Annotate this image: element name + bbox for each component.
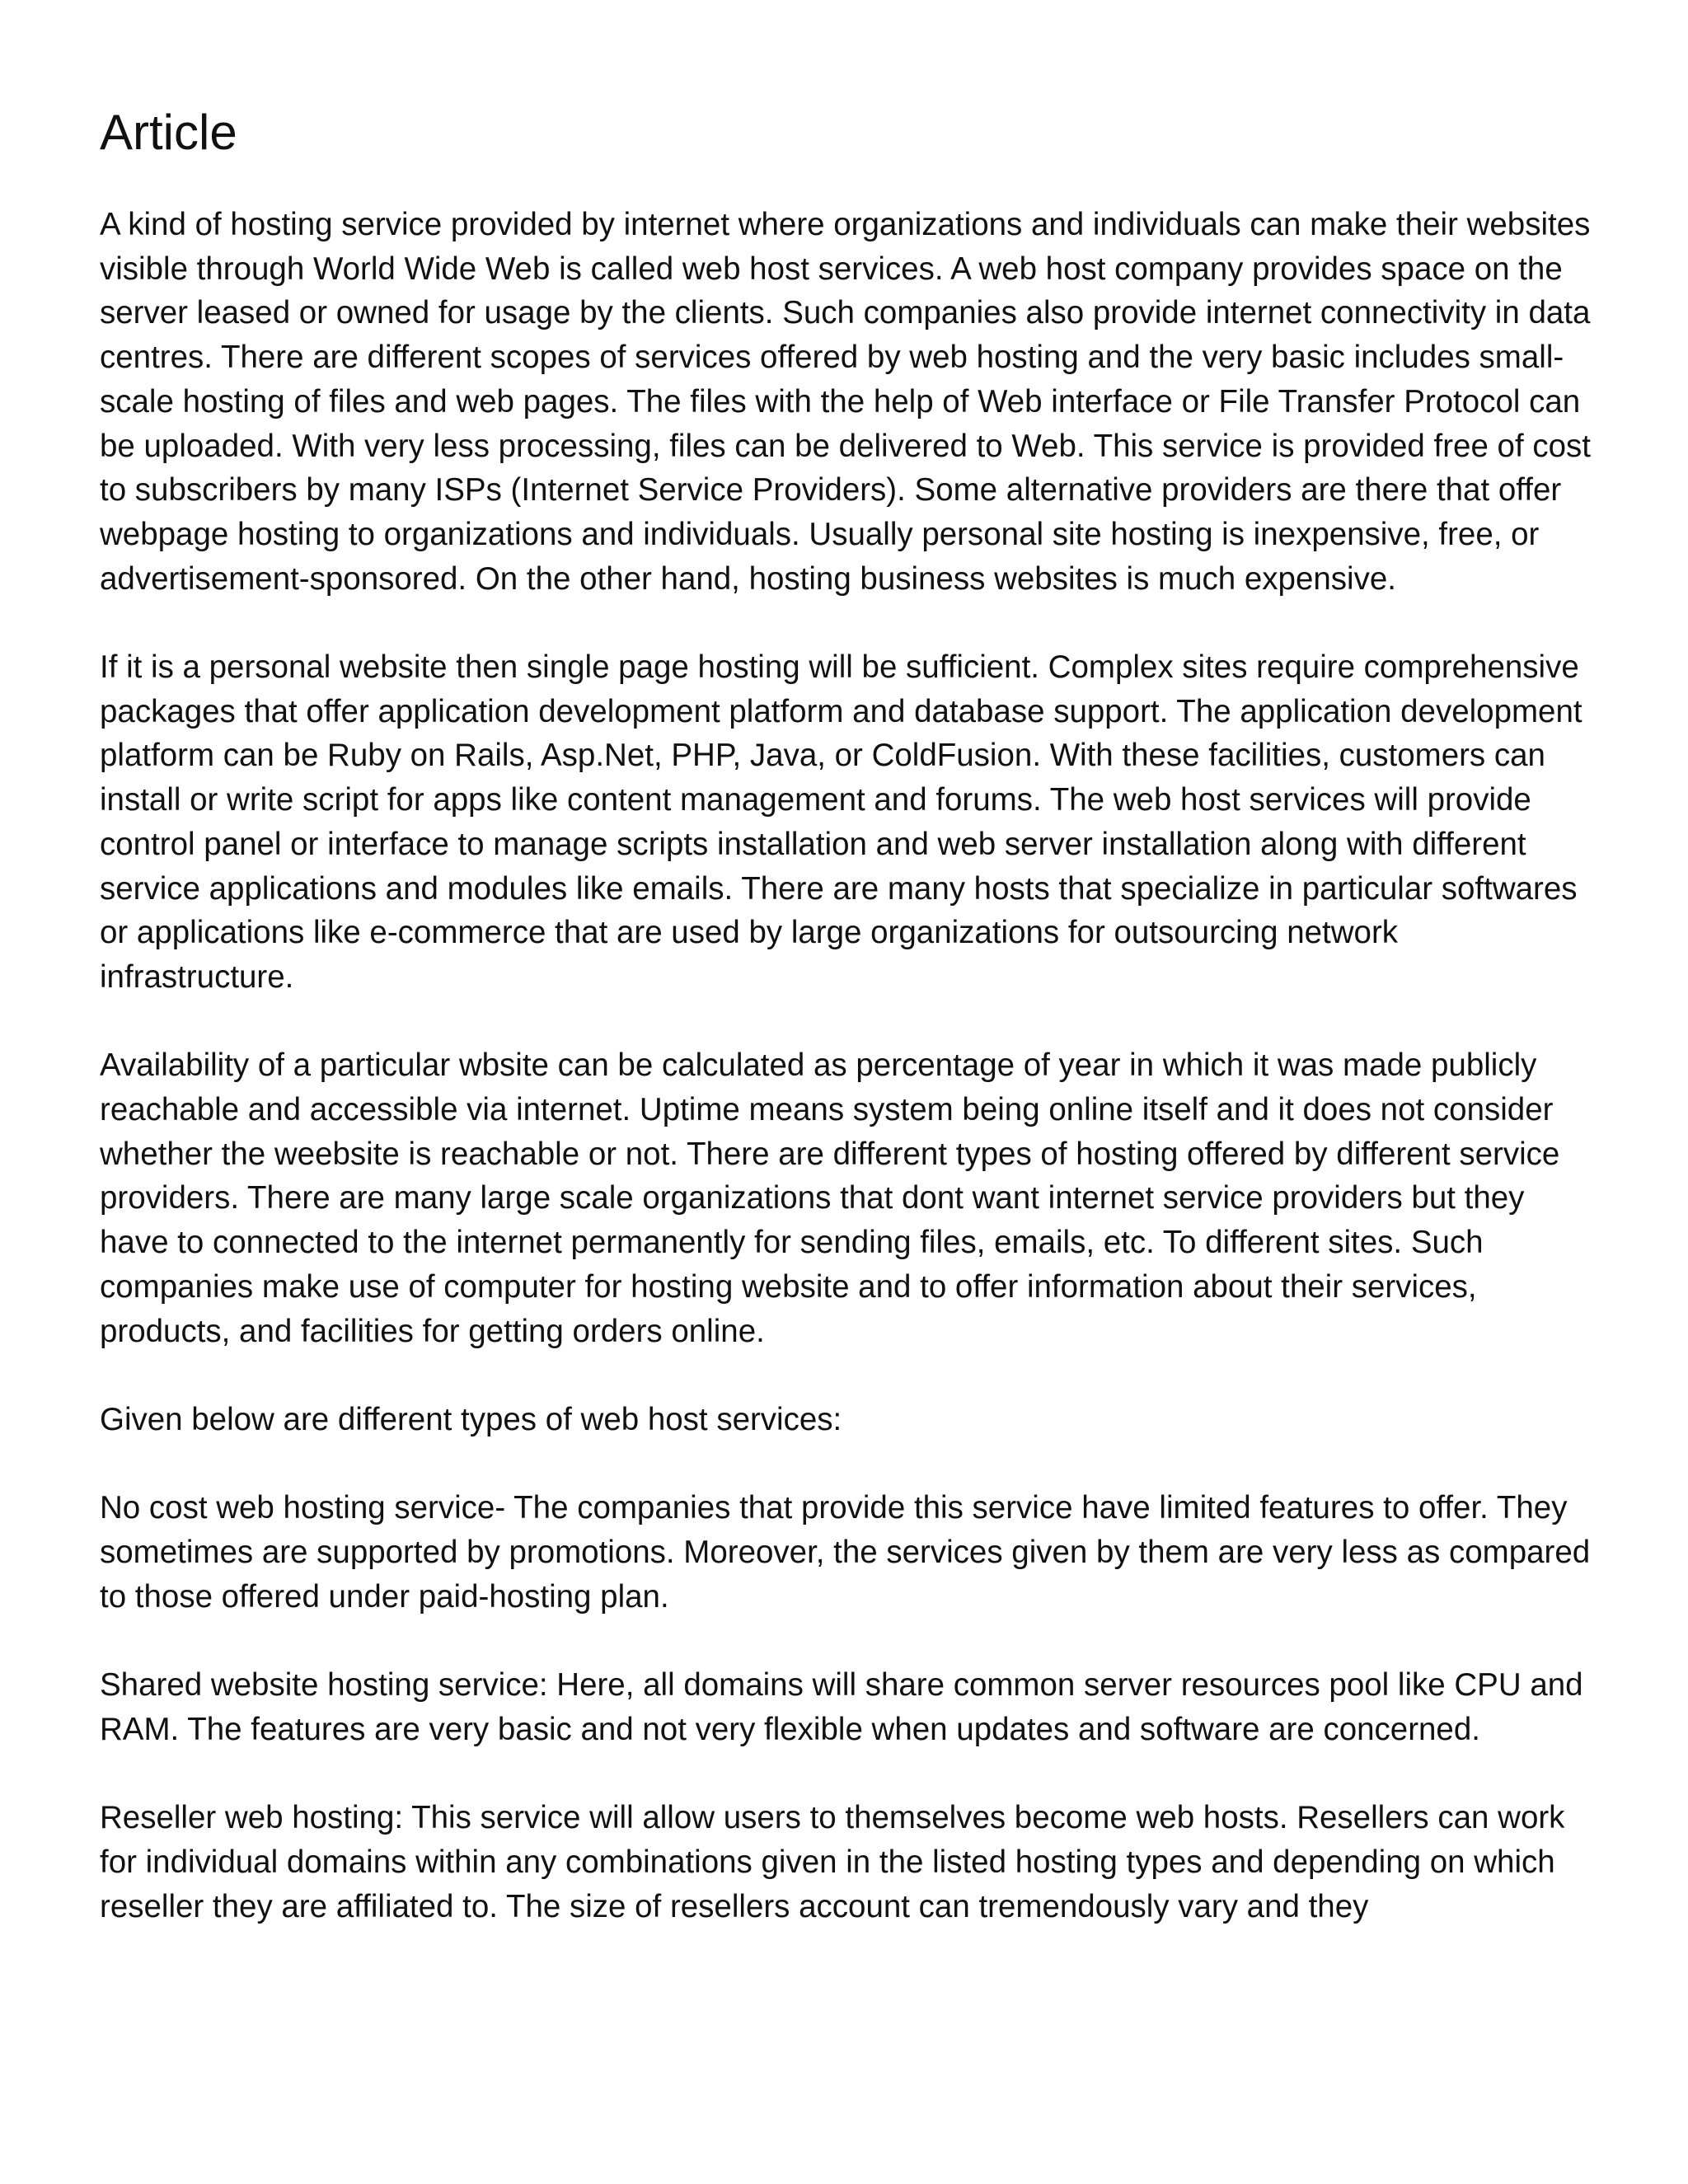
- paragraph-types-intro: Given below are different types of web host services:: [100, 1401, 842, 1437]
- paragraph-web-hosting-intro: A kind of hosting service provided by internet where organizations and individuals can make their websites visible through World Wide Web is called web host services. A web host company provides space on the server leased or owned for usage by the clients. Such companies also provide internet connectivity in data centres. There are different scopes of services offered by web hosting and the very basic includes small-scale hosting of files and web pages. The files with the help of Web interface or File Transfer Protocol can be uploaded. With very less processing, files can be delivered to Web. This service is provided free of cost to subscribers by many ISPs (Internet Service Providers). Some alternative providers are there that offer webpage hosting to organizations and individuals. Usually personal site hosting is inexpensive, free, or advertisement-sponsored. On the other hand, hosting business websites is much expensive.: [100, 207, 1591, 597]
- paragraph-hosting-packages: If it is a personal website then single page hosting will be sufficient. Complex sites require comprehensive packages that offer application development platform and database support. The application development platform can be Ruby on Rails, Asp.Net, PHP, Java, or ColdFusion. With these facilities, customers can install or write script for apps like content management and forums. The web host services will provide control panel or interface to manage scripts installation and web server installation along with different service applications and modules like emails. There are many hosts that specialize in particular softwares or applications like e-commerce that are used by large organizations for outsourcing network infrastructure.: [100, 649, 1582, 995]
- article-title: Article: [100, 105, 237, 160]
- article-body: [100, 97, 1596, 1973]
- paragraph-no-cost-hosting: No cost web hosting service- The companies that provide this service have limited features to offer. They sometimes are supported by promotions. Moreover, the services given by them are very less as compared to those offered under paid-hosting plan.: [100, 1490, 1591, 1615]
- paragraph-availability: Availability of a particular wbsite can be calculated as percentage of year in which it was made publicly reachable and accessible via internet. Uptime means system being online itself and it does not consider whether the weebsite is reachable or not. There are different types of hosting offered by different service providers. There are many large scale organizations that dont want internet service providers but they have to connected to the internet permanently for sending files, emails, etc. To different sites. Such companies make use of computer for hosting website and to offer information about their services, products, and facilities for getting orders online.: [100, 1047, 1560, 1349]
- paragraph-reseller-hosting: Reseller web hosting: This service will allow users to themselves become web hosts. Resellers can work for individual domains within any combinations given in the listed hosting types and depending on which reseller they are affiliated to. The size of resellers account can tremendously vary and they: [100, 1800, 1565, 1924]
- paragraph-shared-hosting: Shared website hosting service: Here, all domains will share common server resources pool like CPU and RAM. The features are very basic and not very flexible when updates and software are concerned.: [100, 1667, 1583, 1747]
